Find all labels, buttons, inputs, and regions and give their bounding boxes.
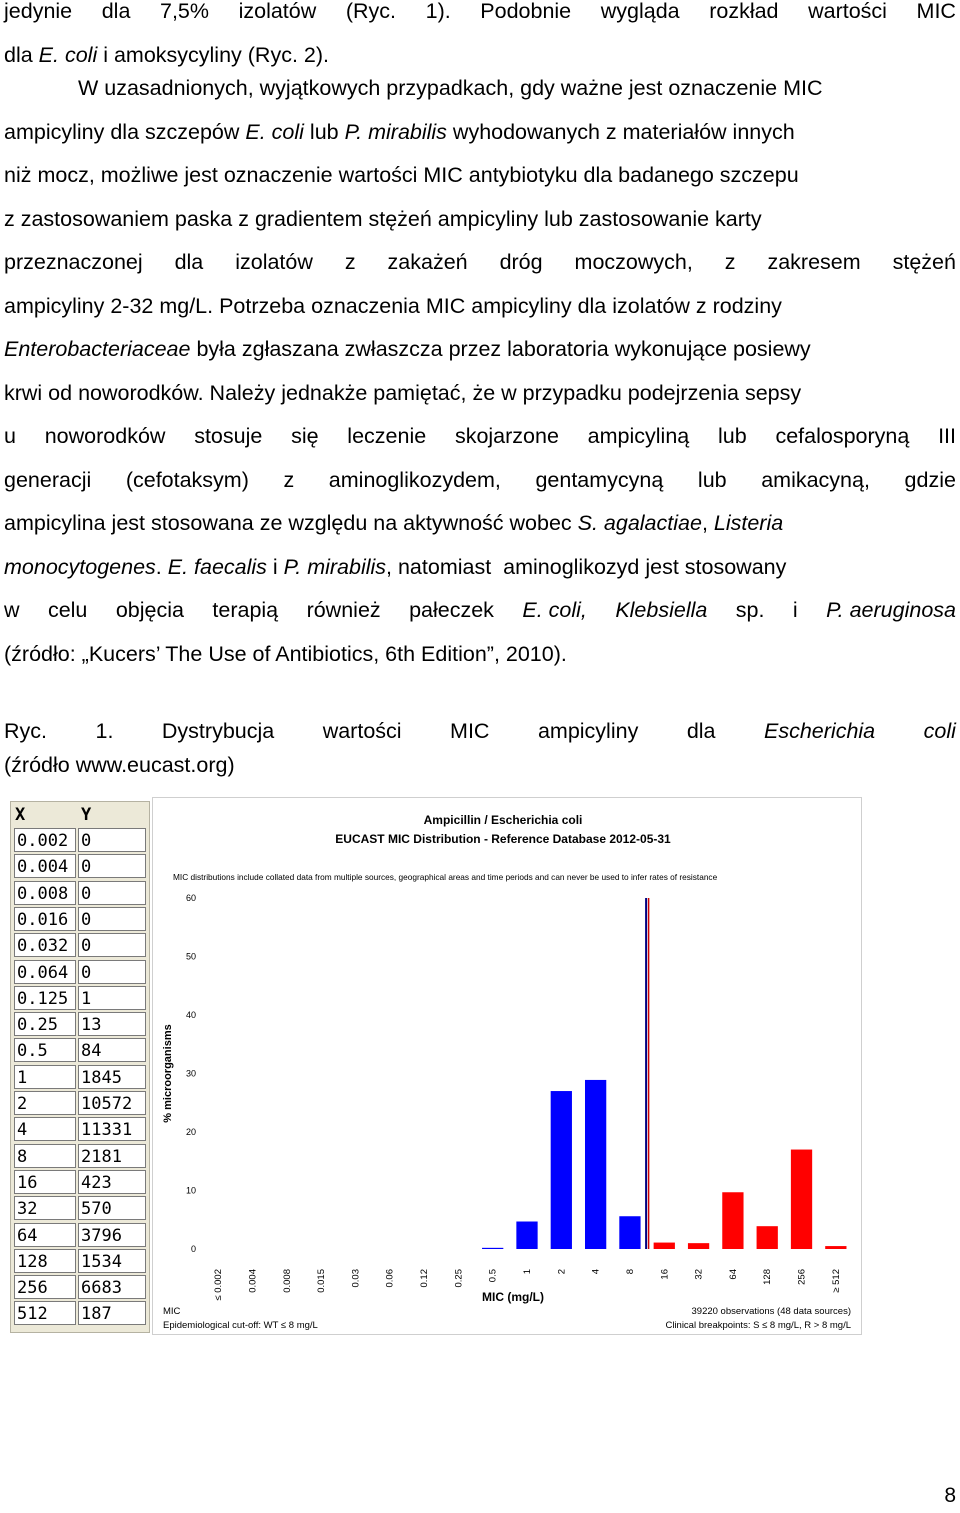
x-tick-label: 2: [556, 1269, 568, 1275]
y-tick-label: 20: [185, 1127, 196, 1137]
p2-line-7: Enterobacteriaceae była zgłaszana zwłaszcza przez laboratoria wykonujące posiewy: [4, 337, 811, 361]
word: stosuje: [194, 424, 263, 448]
x-tick-label: 256: [796, 1269, 808, 1285]
table-cell-y: 2181: [78, 1144, 146, 1168]
chart-subtitle: EUCAST MIC Distribution - Reference Database 2012-05-31: [335, 832, 671, 846]
word: jedynie: [4, 0, 73, 23]
mic-chart: [152, 797, 862, 1335]
table-cell-y: 10572: [78, 1091, 146, 1115]
p2-line-8: krwi od noworodków. Należy jednakże pamiętać, że w przypadku podejrzenia sepsy: [4, 380, 802, 405]
table-cell-x: 16: [14, 1170, 76, 1194]
table-header-x: X: [15, 805, 26, 825]
word: gentamycyną: [535, 467, 664, 492]
p2-line-9: [4, 415, 956, 459]
paragraph-2: [4, 67, 956, 676]
table-cell-x: 256: [14, 1275, 76, 1299]
data-table: [10, 801, 150, 1333]
p2-line-13: [4, 589, 956, 633]
word: ampicyliną: [587, 424, 690, 448]
table-cell-y: 0: [78, 933, 146, 957]
table-cell-y: 0: [78, 854, 146, 878]
word: moczowych,: [574, 250, 693, 274]
x-tick-label: 16: [659, 1269, 671, 1280]
word: wygląda: [600, 0, 680, 23]
p2-line-4: z zastosowaniem paska z gradientem stężeń ampicyliny lub zastosowanie karty: [4, 206, 762, 231]
p2-line-6: ampicyliny 2-32 mg/L. Potrzeba oznaczenia MIC ampicyliny dla izolatów z rodziny: [4, 293, 782, 318]
table-cell-y: 3796: [78, 1223, 146, 1247]
figure: [4, 797, 860, 1335]
x-tick-label: 0.25: [453, 1269, 465, 1288]
table-cell-y: 570: [78, 1196, 146, 1220]
bar: [585, 1080, 606, 1249]
chart-note: MIC distributions include collated data from multiple sources, geographical areas and time periods and can never be used to infer rates of resistance: [173, 872, 718, 882]
word: Dystrybucja: [161, 719, 275, 743]
x-tick-label: ≥ 512: [830, 1269, 842, 1293]
word: z: [344, 250, 356, 274]
word: Ryc.: [4, 719, 47, 743]
word: III: [938, 424, 956, 448]
word: z: [283, 467, 295, 492]
table-cell-x: 0.016: [14, 907, 76, 931]
word: generacji: [4, 467, 92, 492]
word: zakresem: [767, 250, 861, 274]
table-cell-x: 0.032: [14, 933, 76, 957]
table-cell-y: 0: [78, 828, 146, 852]
table-cell-y: 0: [78, 960, 146, 984]
table-cell-x: 64: [14, 1223, 76, 1247]
word: coli: [923, 719, 956, 743]
p2-line-10: [4, 459, 956, 503]
bar: [825, 1246, 846, 1249]
bar: [482, 1248, 503, 1249]
x-tick-label: 1: [522, 1269, 533, 1275]
table-cell-y: 84: [78, 1038, 146, 1062]
word: i: [792, 598, 798, 622]
word: P. aeruginosa: [826, 598, 956, 622]
word: się: [291, 424, 319, 448]
word: lub: [718, 424, 747, 448]
table-cell-x: 32: [14, 1196, 76, 1220]
word: objęcia: [115, 598, 184, 622]
word: zakażeń: [387, 250, 468, 274]
bar: [516, 1222, 537, 1249]
bar: [551, 1091, 572, 1249]
table-cell-y: 11331: [78, 1117, 146, 1141]
x-tick-label: 0.5: [487, 1269, 499, 1283]
word: cefalosporyną: [775, 424, 910, 448]
figure-caption: [4, 714, 956, 782]
table-cell-y: 423: [78, 1170, 146, 1194]
table-cell-x: 0.004: [14, 854, 76, 878]
bar: [688, 1243, 709, 1249]
word: celu: [47, 598, 88, 622]
y-tick-label: 0: [190, 1244, 196, 1254]
word: (cefotaksym): [125, 467, 249, 492]
y-tick-label: 60: [185, 893, 196, 903]
bar: [722, 1192, 743, 1249]
chart-title: Ampicillin / Escherichia coli: [423, 813, 583, 827]
p2-line-5: [4, 241, 956, 285]
table-cell-y: 1845: [78, 1065, 146, 1089]
footer-right-2: Clinical breakpoints: S ≤ 8 mg/L, R > 8 mg/L: [665, 1320, 851, 1331]
word: MIC: [450, 719, 490, 743]
x-tick-label: ≤ 0.002: [213, 1269, 225, 1301]
x-tick-label: 32: [693, 1269, 705, 1280]
table-cell-x: 4: [14, 1117, 76, 1141]
p2-line-2: ampicyliny dla szczepów E. coli lub P. mirabilis wyhodowanych z materiałów innych: [4, 119, 795, 144]
word: terapią: [212, 598, 279, 622]
word: leczenie: [347, 424, 427, 448]
word: gdzie: [904, 467, 956, 492]
paragraph-1-line-2: dla E. coli i amoksycyliny (Ryc. 2).: [4, 42, 329, 67]
x-tick-label: 0.03: [350, 1269, 362, 1288]
table-cell-y: 1: [78, 986, 146, 1010]
table-cell-y: 0: [78, 881, 146, 905]
table-cell-y: 187: [78, 1301, 146, 1325]
table-cell-x: 2: [14, 1091, 76, 1115]
word: skojarzone: [454, 424, 559, 448]
word: wartości: [322, 719, 402, 743]
table-cell-x: 512: [14, 1301, 76, 1325]
table-cell-x: 128: [14, 1249, 76, 1273]
mic-chart-svg: [153, 798, 861, 1334]
x-tick-label: 0.12: [419, 1269, 431, 1288]
x-tick-label: 4: [590, 1269, 602, 1275]
bar: [791, 1150, 812, 1249]
y-tick-label: 30: [185, 1068, 196, 1079]
table-cell-x: 0.5: [14, 1038, 76, 1062]
y-tick-label: 50: [185, 951, 196, 962]
footer-right-1: 39220 observations (48 data sources): [691, 1306, 851, 1317]
word: pałeczek: [409, 598, 494, 622]
word: E. coli,: [522, 598, 587, 622]
word: 1).: [425, 0, 451, 23]
bar: [654, 1243, 675, 1249]
y-axis-label: % microorganisms: [162, 1024, 174, 1123]
bar: [619, 1216, 640, 1249]
caption-line-2: (źródło www.eucast.org): [4, 753, 235, 777]
word: lub: [697, 467, 727, 492]
x-axis-label: MIC (mg/L): [482, 1290, 544, 1304]
x-tick-label: 0.015: [316, 1269, 328, 1293]
x-tick-label: 64: [727, 1269, 739, 1280]
p2-line-12: monocytogenes. E. faecalis i P. mirabilis, natomiast aminoglikozyd jest stosowany: [4, 554, 787, 579]
word: 1.: [95, 719, 114, 743]
word: (Ryc.: [345, 0, 397, 23]
table-cell-x: 0.125: [14, 986, 76, 1010]
table-cell-y: 6683: [78, 1275, 146, 1299]
footer-left-2: Epidemiological cut-off: WT ≤ 8 mg/L: [163, 1320, 318, 1331]
bar: [757, 1226, 778, 1249]
word: izolatów: [235, 250, 313, 274]
paragraph-1: [4, 0, 956, 77]
page-number: 8: [944, 1484, 956, 1507]
word: dla: [101, 0, 131, 23]
y-tick-label: 40: [185, 1010, 196, 1020]
table-cell-x: 1: [14, 1065, 76, 1089]
word: Klebsiella: [615, 598, 708, 622]
paragraph-1-line-1: [4, 0, 956, 34]
x-tick-label: 0.004: [247, 1269, 259, 1293]
word: sp.: [735, 598, 765, 622]
table-cell-x: 0.25: [14, 1012, 76, 1036]
word: u: [4, 424, 16, 448]
p2-line-14: (źródło: „Kucers’ The Use of Antibiotics, 6th Edition”, 2010).: [4, 641, 567, 666]
p2-line-11: ampicylina jest stosowana ze względu na aktywność wobec S. agalactiae, Listeria: [4, 511, 784, 535]
word: dróg: [499, 250, 543, 274]
table-cell-x: 0.002: [14, 828, 76, 852]
p2-line-3: niż mocz, możliwe jest oznaczenie wartości MIC antybiotyku dla badanego szczepu: [4, 163, 799, 187]
word: MIC: [916, 0, 956, 23]
y-tick-label: 10: [185, 1185, 196, 1196]
x-tick-label: 0.06: [384, 1269, 396, 1288]
table-header-y: Y: [81, 805, 92, 825]
word: z: [724, 250, 736, 274]
word: również: [306, 598, 381, 622]
word: dla: [686, 719, 716, 743]
word: dla: [174, 250, 204, 274]
table-cell-x: 8: [14, 1144, 76, 1168]
footer-left-1: MIC: [163, 1306, 181, 1317]
x-tick-label: 128: [762, 1269, 774, 1285]
word: przeznaczonej: [4, 250, 143, 274]
word: wartości: [808, 0, 887, 23]
table-cell-y: 0: [78, 907, 146, 931]
table-cell-y: 1534: [78, 1249, 146, 1273]
x-tick-label: 0.008: [281, 1269, 293, 1293]
word: Escherichia: [764, 719, 876, 743]
x-tick-label: 8: [624, 1269, 636, 1275]
word: noworodków: [44, 424, 166, 448]
word: amikacyną,: [761, 467, 870, 492]
word: stężeń: [892, 250, 956, 274]
caption-line-1: [4, 714, 956, 748]
word: aminoglikozydem,: [328, 467, 501, 492]
word: Podobnie: [480, 0, 572, 23]
word: izolatów: [238, 0, 317, 23]
table-cell-x: 0.008: [14, 881, 76, 905]
word: 7,5%: [160, 0, 210, 23]
word: rozkład: [709, 0, 779, 23]
p2-line-1: W uzasadnionych, wyjątkowych przypadkach, gdy ważne jest oznaczenie MIC: [78, 76, 823, 100]
word: w: [4, 598, 20, 622]
word: ampicyliny: [537, 719, 639, 743]
table-cell-x: 0.064: [14, 960, 76, 984]
table-cell-y: 13: [78, 1012, 146, 1036]
